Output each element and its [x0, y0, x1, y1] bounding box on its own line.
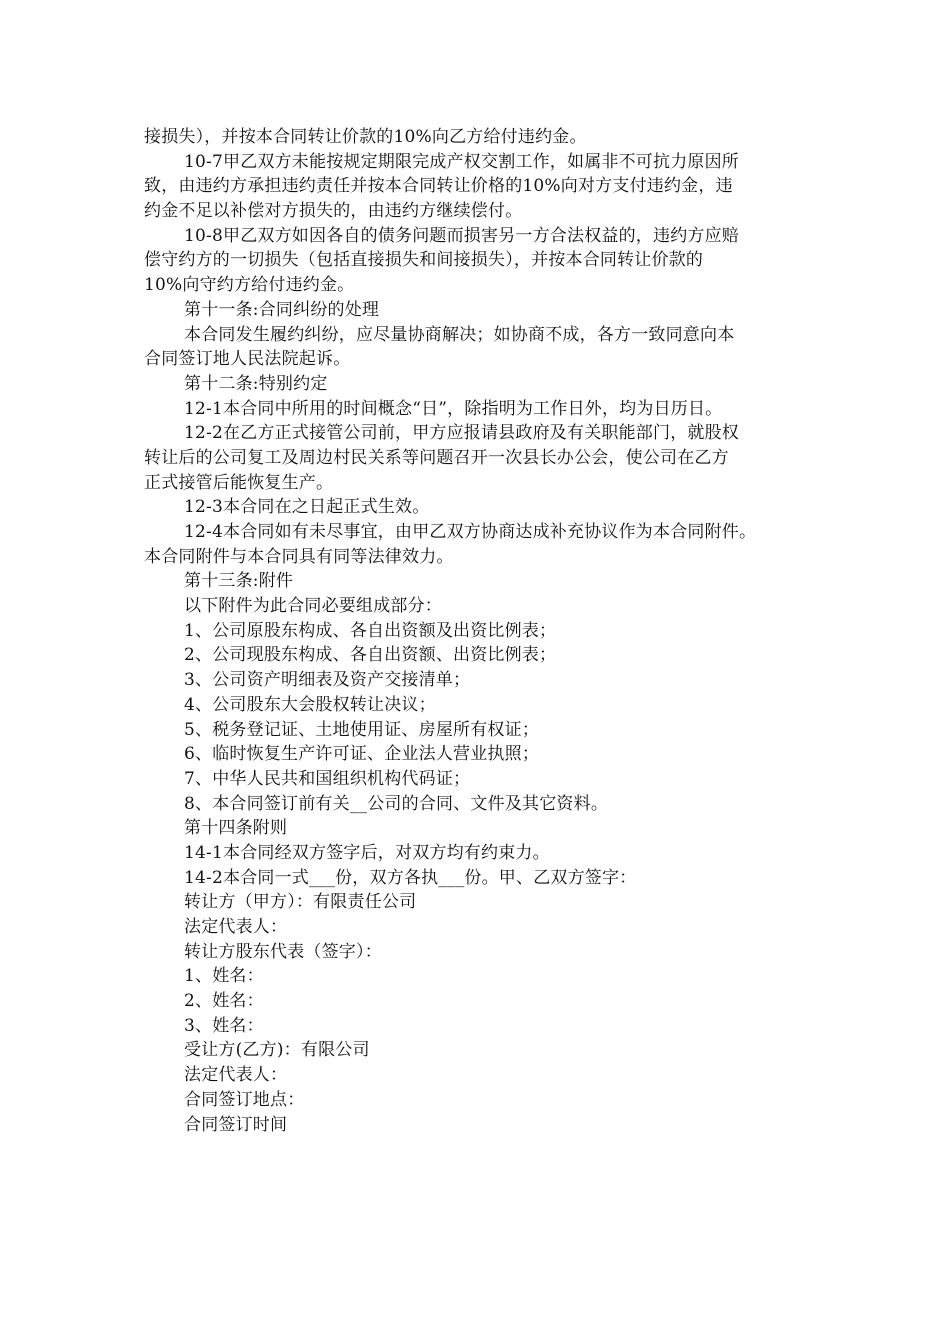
text-line: 3、姓名：	[184, 1015, 264, 1036]
text-line: 本合同发生履约纠纷，应尽量协商解决；如协商不成，各方一致同意向本	[184, 324, 735, 345]
text-line: 12-4本合同如有未尽事宜，由甲乙双方协商达成补充协议作为本合同附件。	[184, 522, 757, 542]
text-line: 8、本合同签订前有关__公司的合同、文件及其它资料。	[184, 793, 609, 814]
text-line: 6、临时恢复生产许可证、企业法人营业执照；	[184, 744, 540, 765]
text-line: 2、姓名：	[184, 991, 264, 1012]
text-line: 14-1本合同经双方签字后，对双方均有约束力。	[184, 842, 550, 863]
text-line: 2、公司现股东构成、各自出资额、出资比例表；	[184, 645, 557, 666]
document-body	[144, 125, 814, 1137]
text-line: 5、税务登记证、土地使用证、房屋所有权证；	[184, 719, 540, 740]
text-line: 致，由违约方承担违约责任并按本合同转让价格的10%向对方支付违约金，违	[144, 176, 733, 197]
text-line: 10-8甲乙双方如因各自的债务问题而损害另一方合法权益的，违约方应赔	[184, 225, 739, 246]
text-line: 第十三条:附件	[184, 571, 294, 592]
text-line: 转让方（甲方）：有限责任公司	[184, 892, 417, 913]
text-line: 转让后的公司复工及周边村民关系等问题召开一次县长办公会，使公司在乙方	[144, 447, 729, 468]
text-line: 第十四条附则	[184, 818, 288, 839]
text-line: 偿守约方的一切损失（包括直接损失和间接损失），并按本合同转让价款的	[144, 250, 704, 271]
text-line: 3、公司资产明细表及资产交接清单；	[184, 670, 471, 691]
text-line: 正式接管后能恢复生产。	[144, 472, 334, 493]
text-line: 1、公司原股东构成、各自出资额及出资比例表；	[184, 620, 557, 641]
text-line: 1、姓名：	[184, 966, 264, 987]
text-line: 接损失），并按本合同转让价款的10%向乙方给付违约金。	[144, 127, 587, 147]
text-line: 法定代表人：	[184, 917, 288, 937]
text-line: 受让方(乙方)：有限公司	[184, 1040, 370, 1061]
text-line: 7、中华人民共和国组织机构代码证；	[184, 768, 471, 789]
text-line: 4、公司股东大会股权转让决议；	[184, 694, 436, 715]
text-line: 14-2本合同一式___份，双方各执___份。甲、乙双方签字：	[184, 867, 637, 888]
text-line: 12-3本合同在之日起正式生效。	[184, 497, 430, 518]
text-line: 转让方股东代表（签字）：	[184, 941, 382, 962]
text-line: 以下附件为此合同必要组成部分：	[184, 596, 442, 617]
text-line: 合同签订时间	[184, 1114, 288, 1135]
text-line: 10-7甲乙双方未能按规定期限完成产权交割工作，如属非不可抗力原因所	[184, 151, 739, 172]
text-line: 第十一条:合同纠纷的处理	[184, 299, 380, 320]
text-line: 10%向守约方给付违约金。	[144, 275, 355, 296]
text-line: 合同签订地点：	[184, 1089, 305, 1110]
text-line: 合同签订地人民法院起诉。	[144, 349, 351, 370]
text-line: 本合同附件与本合同具有同等法律效力。	[144, 546, 454, 567]
text-line: 约金不足以补偿对方损失的，由违约方继续偿付。	[144, 201, 523, 222]
text-line: 法定代表人：	[184, 1065, 288, 1086]
text-line: 第十二条:特别约定	[184, 373, 328, 394]
text-line: 12-1本合同中所用的时间概念“日”，除指明为工作日外，均为日历日。	[184, 398, 723, 419]
text-line: 12-2在乙方正式接管公司前，甲方应报请县政府及有关职能部门，就股权	[184, 423, 739, 444]
